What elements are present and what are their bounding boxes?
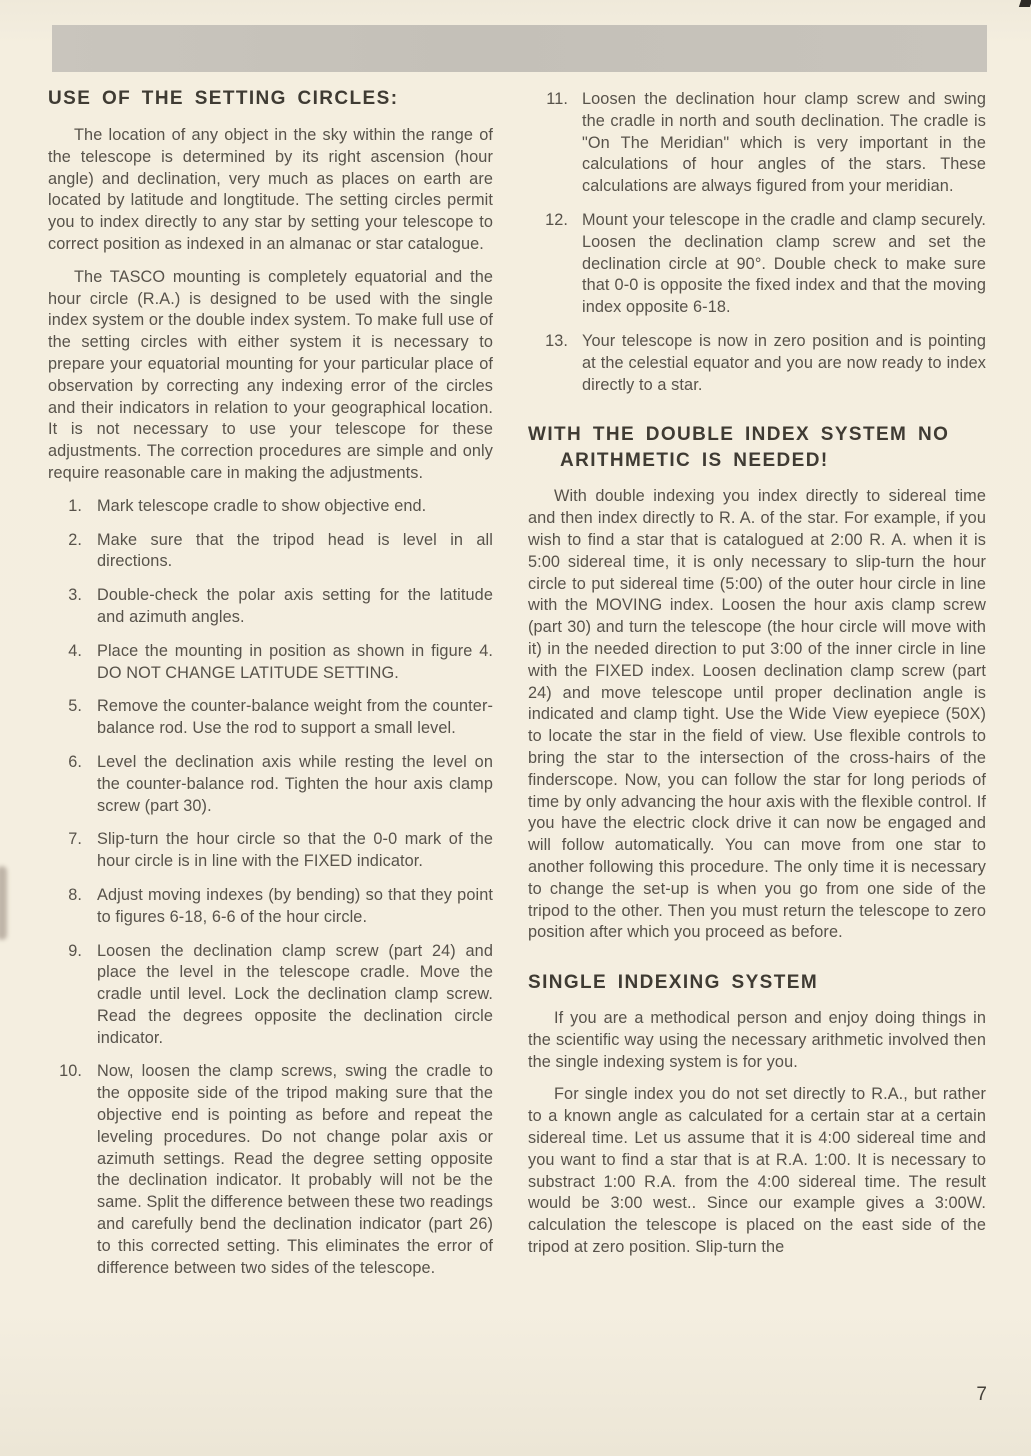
list-item	[48, 530, 493, 574]
list-item-number: 7.	[68, 830, 82, 849]
list-item-number: 4.	[68, 641, 82, 660]
paragraph: If you are a methodical person and enjoy doing things in the scientific way using the necessary arithmetic involved then the single indexing system is for you.	[528, 1009, 986, 1071]
list-item	[48, 585, 493, 629]
list-item	[48, 941, 493, 1050]
list-item-text: Adjust moving indexes (by bending) so that they point to figures 6-18, 6-6 of the hour circle.	[97, 885, 493, 926]
list-item-text: Make sure that the tripod head is level in all directions.	[97, 530, 493, 571]
list-item	[528, 331, 986, 396]
list-item-text: Place the mounting in position as shown in figure 4. DO NOT CHANGE LATITUDE SETTING.	[97, 641, 493, 682]
list-item-number: 8.	[68, 885, 82, 904]
list-item	[48, 829, 493, 873]
left-column	[48, 86, 493, 1291]
list-item-number: 3.	[68, 586, 82, 605]
list-item-text: Slip-turn the hour circle so that the 0-0 mark of the hour circle is in line with the FIXED indicator.	[97, 830, 493, 871]
list-item-number: 1.	[68, 496, 82, 515]
list-item-text: Remove the counter-balance weight from the counter-balance rod. Use the rod to support a small level.	[97, 697, 493, 738]
list-item	[48, 696, 493, 740]
heading-line-2: ARITHMETIC IS NEEDED!	[560, 450, 829, 472]
list-item	[48, 885, 493, 929]
list-item	[48, 496, 493, 518]
page-number: 7	[976, 1384, 987, 1405]
list-item-number: 9.	[68, 941, 82, 960]
list-item-number: 13.	[545, 331, 568, 350]
list-item	[528, 210, 986, 319]
section-heading-setting-circles: USE OF THE SETTING CIRCLES:	[48, 88, 399, 109]
list-item	[48, 1061, 493, 1279]
list-item-text: Mount your telescope in the cradle and clamp securely. Loosen the declination clamp screw and set the declination circle at 90°. Double check to make sure that 0-0 is opposite the fixed index and that the moving index opposite 6-18.	[582, 210, 986, 317]
list-item-text: Loosen the declination clamp screw (part 24) and place the level in the telescope cradle. Move the cradle until level. Lock the declination clamp screw. Read the degrees opposite the declination circle indicator.	[97, 941, 493, 1047]
paragraph: The location of any object in the sky within the range of the telescope is determined by its right ascension (hour angle) and declination, very much as places on earth are located by latitude and longtitude. The setting circles permit you to index directly to any star by setting your telescope to correct position as indexed in an almanac or star catalogue.	[48, 126, 493, 253]
paragraph: For single index you do not set directly to R.A., but rather to a known angle as calculated for a certain star at a certain sidereal time. Let us assume that it is 4:00 sidereal time and you want to find a star that is at R.A. 1:00. It is necessary to substract 1:00 R.A. from the 4:00 sidereal time. The result would be 3:00 west.. Since our example gives a 3:00W. calculation the telescope is placed on the east side of the tripod at zero position. Slip-turn the	[528, 1085, 986, 1257]
scan-edge-artifact	[0, 866, 7, 940]
right-column	[528, 86, 986, 1270]
header-bar	[52, 25, 987, 72]
list-item-text: Loosen the declination hour clamp screw and swing the cradle in north and south declination. The cradle is "On The Meridian" which is very important in the calculations of hour angles of the stars. These calculations are always figured from your meridian.	[582, 90, 986, 196]
list-item-number: 12.	[545, 210, 568, 229]
list-item-text: Now, loosen the clamp screws, swing the cradle to the opposite side of the tripod making sure that the objective end is pointing as before and repeat the leveling procedures. Do not change polar axis or azimuth settings. Read the degree setting opposite the declination indicator. It probably will not be the same. Split the difference between these two readings and carefully bend the declination indicator (part 26) to this corrected setting. This eliminates the error of difference between two sides of the telescope.	[97, 1062, 493, 1277]
setup-steps-list	[48, 496, 493, 1280]
list-item	[48, 752, 493, 817]
paragraph: With double indexing you index directly to sidereal time and then index directly to R. A. of the star. For example, if you wish to find a star that is catalogued at 2:00 R. A. when it is 5:00 sidereal time, it is only necessary to slip-turn the hour circle to put sidereal time (5:00) of the outer hour circle in line with the MOVING index. Loosen the hour axis clamp screw (part 30) and turn the telescope (the hour circle will move with it) in the needed direction to put 3:00 of the inner circle in line with the FIXED index. Loosen declination clamp screw (part 24) and move telescope until proper declination angle is indicated and clamp tight. Use the Wide View eyepiece (50X) to locate the star in the field of view. Use flexible controls to bring the star to the intersection of the cross-hairs of the finderscope. Now, you can follow the star for long periods of time by only advancing the hour axis with the flexible control. If you have the electric clock drive it can now be engaged and will follow automatically. You can move from one star to another following this procedure. The only time it is necessary to change the set-up is when you go from one side of the tripod to the other. Then you must return the telescope to zero position after which you proceed as before.	[528, 487, 986, 942]
list-item-text: Your telescope is now in zero position and is pointing at the celestial equator and you are now ready to index directly to a star.	[582, 331, 986, 394]
list-item-text: Double-check the polar axis setting for the latitude and azimuth angles.	[97, 586, 493, 626]
list-item	[528, 89, 986, 198]
list-item-number: 6.	[68, 752, 82, 771]
list-item-text: Mark telescope cradle to show objective end.	[97, 496, 427, 515]
list-item-number: 10.	[59, 1062, 82, 1081]
scan-corner-artifact	[1019, 0, 1031, 7]
section-heading-single-indexing: SINGLE INDEXING SYSTEM	[528, 972, 819, 994]
list-item-number: 2.	[68, 530, 82, 549]
list-item-number: 11.	[546, 90, 568, 108]
heading-line-1: WITH THE DOUBLE INDEX SYSTEM NO	[528, 424, 950, 446]
list-item-text: Level the declination axis while resting the level on the counter-balance rod. Tighten the hour axis clamp screw (part 30).	[97, 752, 493, 815]
list-item-number: 5.	[68, 697, 82, 716]
paragraph: The TASCO mounting is completely equatorial and the hour circle (R.A.) is designed to be used with the single index system or the double index system. To make full use of the setting circles with either system it is necessary to prepare your equatorial mounting for your particular place of observation by correcting any indexing error of the circles and their indicators in relation to your geographical location. It is not necessary to use your telescope for these adjustments. The correction procedures are simple and only require reasonable care in making the adjustments.	[48, 267, 493, 482]
setup-steps-list-continued	[528, 89, 986, 396]
section-heading-double-index	[528, 422, 986, 474]
list-item	[48, 641, 493, 685]
